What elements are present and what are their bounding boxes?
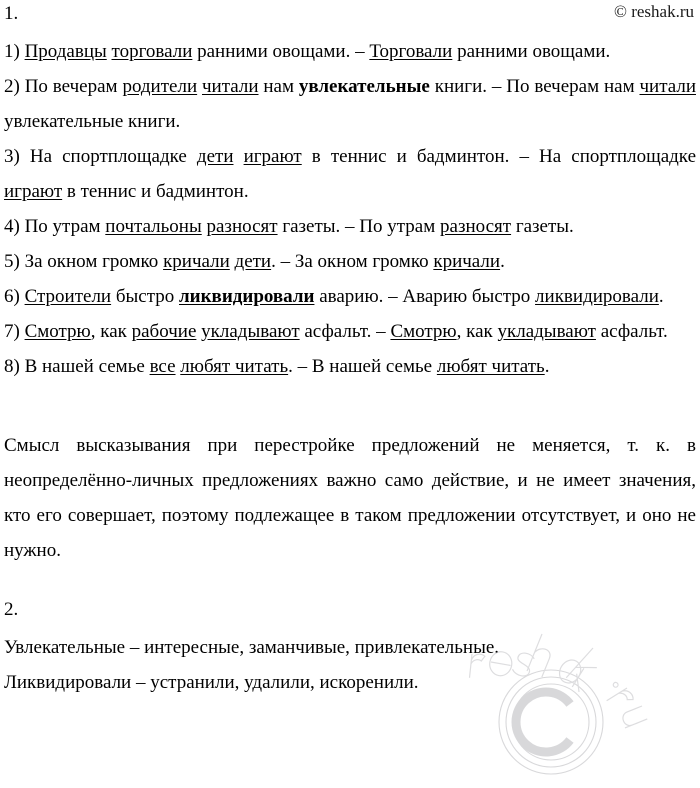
item-marker: 7) — [4, 321, 25, 342]
answer-item-4 — [4, 209, 696, 244]
answer-item-5 — [4, 244, 696, 279]
plain-text: асфальт. — [595, 321, 668, 342]
underlined-word: разносят — [440, 216, 512, 237]
underlined-word: Смотрю — [390, 321, 457, 342]
plain-text: . – За окном громко — [271, 251, 434, 272]
underlined-word: почтальоны — [105, 216, 202, 237]
plain-text: ранними овощами. — [452, 41, 611, 62]
plain-text: аварию. – Аварию быстро — [314, 286, 536, 307]
answer-item-1 — [4, 34, 696, 69]
glossary-line-2: Ликвидировали – устранили, удалили, искоренили. — [4, 672, 419, 693]
plain-text: ранними овощами. – — [192, 41, 370, 62]
task-2-number: 2. — [4, 599, 19, 620]
plain-text: . — [544, 356, 550, 377]
plain-text — [234, 146, 244, 167]
underlined-word: Торговали — [369, 41, 453, 62]
underlined-word: кричали — [163, 251, 230, 272]
plain-text: книги. – По вечерам нам — [429, 76, 640, 97]
underlined-word: дети — [196, 146, 234, 167]
task-1-conclusion: Смысл высказывания при перестройке предложений не меняется, т. к. в неопределённо-личных предложениях важно само действие, и не имеет значения, кто его совершает, поэтому подлежащее в таком предложении отсутствует, и оно не нужно. — [4, 435, 696, 561]
plain-text: . — [500, 251, 505, 272]
plain-text: газеты. – По утрам — [277, 216, 441, 237]
site-name: reshak.ru — [631, 2, 694, 21]
underlined-word: укладывают — [497, 321, 596, 342]
bold-word: увлекательные — [298, 76, 430, 97]
answer-item-7 — [4, 314, 696, 349]
plain-text: По утрам — [24, 216, 106, 237]
site-credit — [614, 2, 694, 22]
glossary-line-1: Увлекательные – интересные, заманчивые, привлекательные. — [4, 637, 500, 658]
plain-text: На спортплощадке — [29, 146, 197, 167]
underlined-word: Продавцы — [24, 41, 107, 62]
item-marker: 4) — [4, 216, 25, 237]
plain-text: . — [658, 286, 664, 307]
task-1-number: 1. — [4, 3, 19, 24]
plain-text: По вечерам — [24, 76, 123, 97]
underlined-word: кричали — [433, 251, 501, 272]
task-1-items — [4, 34, 696, 384]
plain-text: газеты. — [511, 216, 574, 237]
answer-item-6 — [4, 279, 696, 314]
plain-text: увлекательные книги. — [4, 111, 181, 132]
underlined-word: любят читать — [180, 356, 289, 377]
spacer-before-conclusion — [4, 384, 696, 428]
underlined-word: читали — [639, 76, 696, 97]
underlined-word: читали — [202, 76, 259, 97]
plain-text: В нашей семье — [24, 356, 150, 377]
copyright-icon: © — [614, 2, 627, 21]
item-marker: 2) — [4, 76, 25, 97]
answer-item-8 — [4, 349, 696, 384]
underlined-word: Строители — [24, 286, 112, 307]
plain-text: , как — [456, 321, 498, 342]
underlined-word: Смотрю — [24, 321, 91, 342]
underlined-word: родители — [122, 76, 198, 97]
plain-text: За окном громко — [24, 251, 164, 272]
item-marker: 1) — [4, 41, 25, 62]
item-marker: 5) — [4, 251, 25, 272]
plain-text: асфальт. – — [299, 321, 391, 342]
item-marker: 8) — [4, 356, 25, 377]
underlined-word: разносят — [206, 216, 278, 237]
underlined-word: любят читать — [436, 356, 545, 377]
underlined-word: все — [149, 356, 176, 377]
answer-item-3 — [4, 139, 696, 209]
plain-text: в теннис и бадминтон. – На спортплощадке — [301, 146, 697, 167]
underlined-word: дети — [234, 251, 272, 272]
plain-text: быстро — [111, 286, 179, 307]
underlined-word: торговали — [111, 41, 193, 62]
underlined-word: укладывают — [201, 321, 300, 342]
plain-text: , как — [90, 321, 132, 342]
plain-text: в теннис и бадминтон. — [62, 181, 249, 202]
bold-underlined-word: ликвидировали — [179, 286, 315, 307]
item-marker: 6) — [4, 286, 25, 307]
plain-text: . – В нашей семье — [288, 356, 437, 377]
plain-text: нам — [258, 76, 299, 97]
item-marker: 3) — [4, 146, 30, 167]
underlined-word: ликвидировали — [535, 286, 659, 307]
spacer-before-task-2 — [4, 568, 696, 598]
answer-item-2 — [4, 69, 696, 139]
underlined-word: играют — [243, 146, 302, 167]
underlined-word: рабочие — [131, 321, 197, 342]
underlined-word: играют — [4, 181, 63, 202]
